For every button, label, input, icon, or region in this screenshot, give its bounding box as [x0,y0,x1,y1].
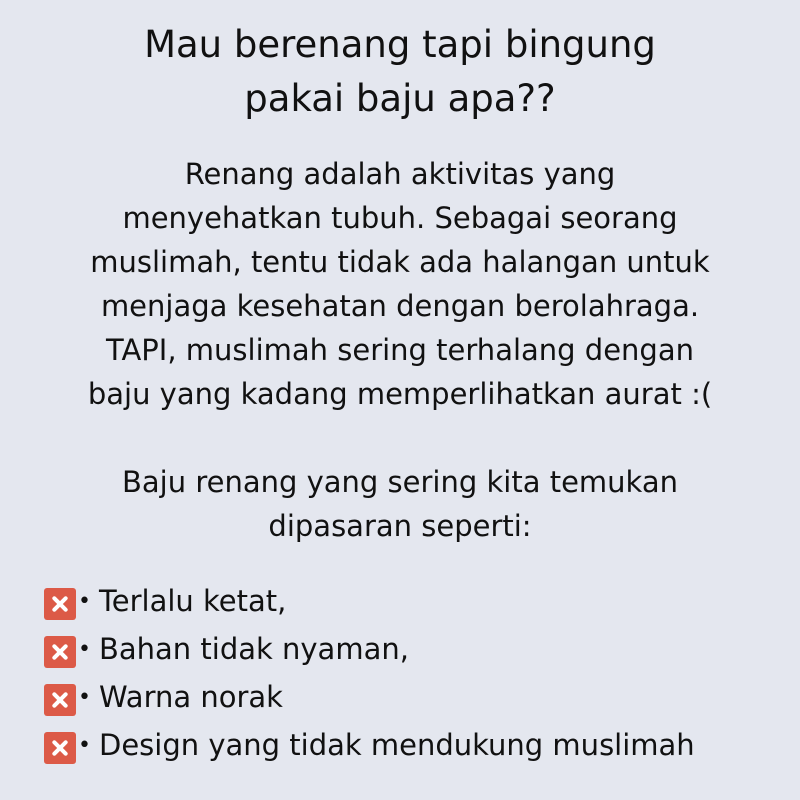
paragraph-spacer [0,416,800,460]
list-item [44,721,784,769]
bullet-dot: • [78,684,91,710]
list-item [44,625,784,673]
intro-line: Renang adalah aktivitas yang [184,157,616,191]
cross-mark-icon [44,636,76,668]
issue-text: Bahan tidak nyaman, [98,632,409,666]
intro-line: baju yang kadang memperlihatkan aurat :( [87,377,713,411]
list-item [44,673,784,721]
intro-paragraph [0,152,800,548]
issue-text: Terlalu ketat, [98,584,287,618]
list-item [44,577,784,625]
page-title [0,18,800,126]
cross-mark-icon [44,588,76,620]
intro-line: TAPI, muslimah sering terhalang dengan [106,333,694,367]
title-line-2: pakai baju apa?? [244,77,556,120]
title-line-1: Mau berenang tapi bingung [144,23,656,66]
bullet-dot: • [78,588,91,614]
market-line: Baju renang yang sering kita temukan [122,465,678,499]
cross-mark-icon [44,684,76,716]
issue-list [44,577,784,769]
issue-text: Warna norak [98,680,283,714]
intro-line: menjaga kesehatan dengan berolahraga. [100,289,700,323]
market-line: dipasaran seperti: [268,509,532,543]
bullet-dot: • [78,732,91,758]
intro-line: menyehatkan tubuh. Sebagai seorang [122,201,678,235]
cross-mark-icon [44,732,76,764]
bullet-dot: • [78,636,91,662]
issue-text: Design yang tidak mendukung muslimah [98,728,695,762]
intro-line: muslimah, tentu tidak ada halangan untuk [90,245,710,279]
